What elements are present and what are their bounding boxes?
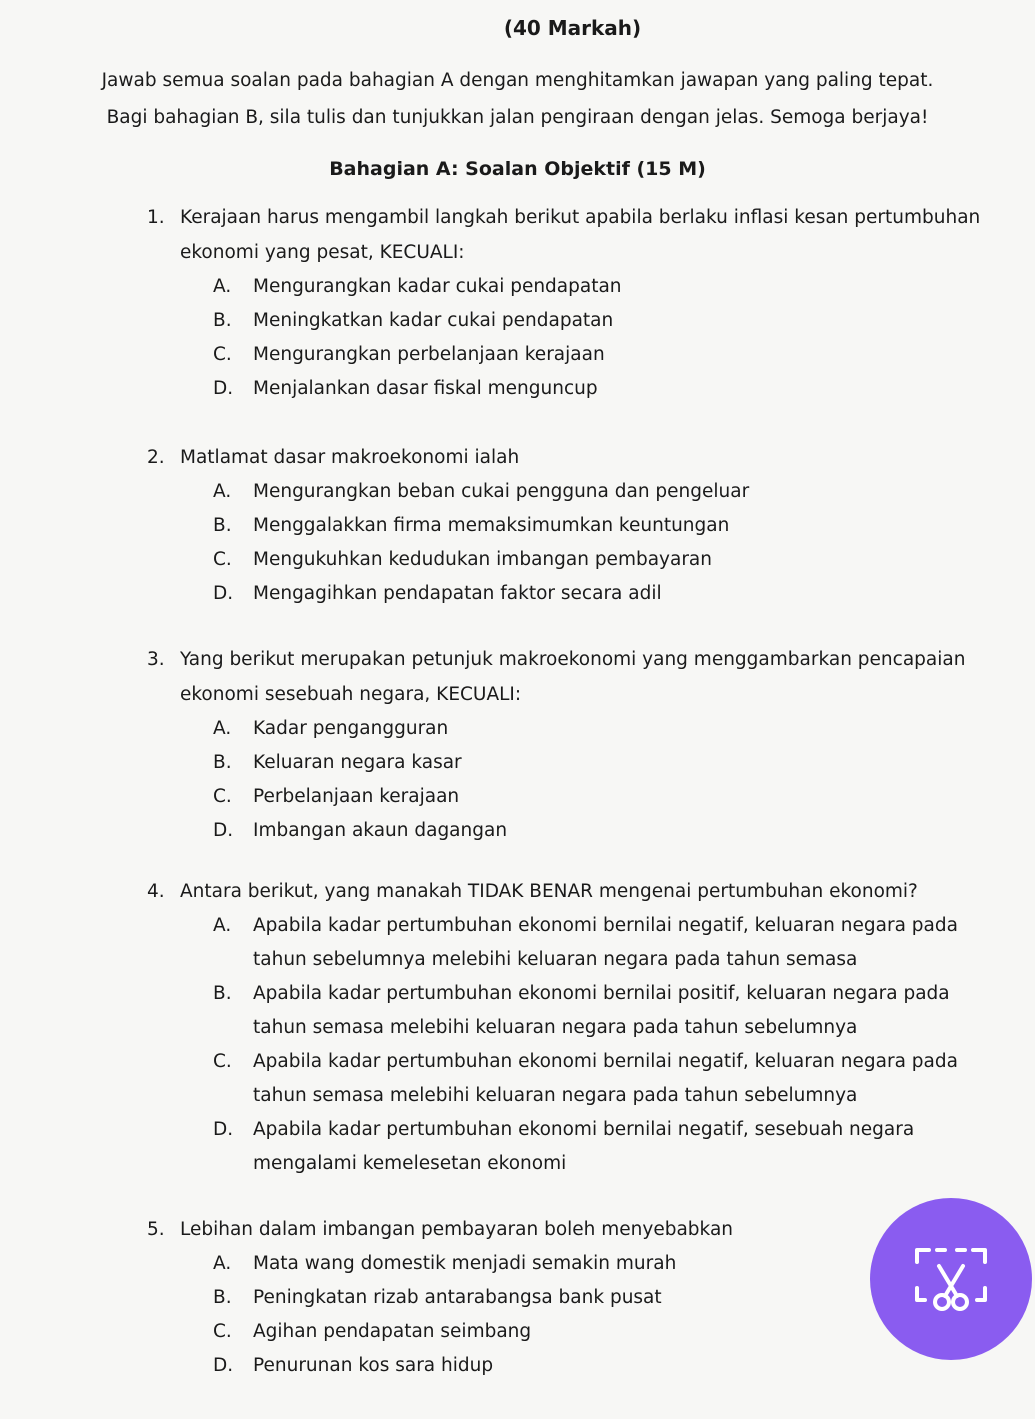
option-text: Menggalakkan firma memaksimumkan keuntungan [253,515,730,536]
question-text: Kerajaan harus mengambil langkah berikut apabila berlaku inflasi kesan pertumbuhan ekonomi yang pesat, KECUALI: [180,207,981,263]
question-stem [0,440,1035,475]
option-text: Imbangan akaun dagangan [253,820,508,841]
option-d[interactable] [0,577,1035,611]
question-stem [0,874,1035,909]
option-label: D. [213,583,234,604]
question-stem [0,200,1035,270]
option-list [0,475,1035,611]
option-d[interactable] [0,1349,1035,1383]
option-label: C. [213,1051,232,1072]
option-a[interactable] [0,712,1035,746]
option-label: C. [213,786,232,807]
option-text: Meningkatkan kadar cukai pendapatan [253,310,614,331]
question-3 [0,642,1035,848]
option-label: A. [213,481,232,502]
option-text: Apabila kadar pertumbuhan ekonomi bernilai negatif, keluaran negara pada tahun semasa melebihi keluaran negara pada tahun sebelumnya [253,1051,958,1106]
option-text: Penurunan kos sara hidup [253,1355,494,1376]
option-d[interactable] [0,372,1035,406]
option-text: Mengurangkan kadar cukai pendapatan [253,276,622,297]
option-b[interactable] [0,304,1035,338]
question-text: Lebihan dalam imbangan pembayaran boleh menyebabkan [180,1219,734,1240]
option-label: B. [213,1287,232,1308]
option-c[interactable] [0,338,1035,372]
question-text: Antara berikut, yang manakah TIDAK BENAR mengenai pertumbuhan ekonomi? [180,881,918,902]
question-2 [0,440,1035,611]
question-number: 1. [147,207,165,228]
option-c[interactable] [0,1315,1035,1349]
option-text: Mengagihkan pendapatan faktor secara adil [253,583,662,604]
question-number: 3. [147,649,165,670]
marks-heading: (40 Markah) [503,16,642,40]
option-b[interactable] [0,509,1035,543]
option-a[interactable] [0,270,1035,304]
question-number: 2. [147,447,165,468]
question-4 [0,874,1035,1181]
option-text: Mengukuhkan kedudukan imbangan pembayaran [253,549,712,570]
option-list [0,909,1035,1181]
option-b[interactable] [0,977,1035,1045]
option-label: B. [213,515,232,536]
option-label: A. [213,718,232,739]
option-text: Peningkatan rizab antarabangsa bank pusat [253,1287,662,1308]
option-text: Mata wang domestik menjadi semakin murah [253,1253,677,1274]
option-text: Apabila kadar pertumbuhan ekonomi bernilai positif, keluaran negara pada tahun semasa melebihi keluaran negara pada tahun sebelumnya [253,983,950,1038]
option-d[interactable] [0,814,1035,848]
option-label: C. [213,1321,232,1342]
option-list [0,712,1035,848]
option-label: C. [213,344,232,365]
option-label: D. [213,1355,234,1376]
option-a[interactable] [0,475,1035,509]
option-label: B. [213,310,232,331]
instruction-line-2: Bagi bahagian B, sila tulis dan tunjukkan jalan pengiraan dengan jelas. Semoga berjaya! [106,107,929,128]
question-number: 5. [147,1219,165,1240]
option-text: Kadar pengangguran [253,718,449,739]
option-label: C. [213,549,232,570]
screenshot-scissors-icon [913,1244,989,1314]
screenshot-button[interactable] [870,1198,1032,1360]
option-label: D. [213,1119,234,1140]
option-b[interactable] [0,746,1035,780]
instruction-line-1: Jawab semua soalan pada bahagian A dengan menghitamkan jawapan yang paling tepat. [101,70,934,91]
option-label: A. [213,276,232,297]
option-label: D. [213,378,234,399]
option-text: Menjalankan dasar fiskal menguncup [253,378,598,399]
option-text: Mengurangkan beban cukai pengguna dan pengeluar [253,481,750,502]
option-text: Perbelanjaan kerajaan [253,786,460,807]
option-c[interactable] [0,543,1035,577]
option-text: Agihan pendapatan seimbang [253,1321,532,1342]
question-stem [0,642,1035,712]
option-a[interactable] [0,909,1035,977]
option-label: A. [213,1253,232,1274]
option-c[interactable] [0,1045,1035,1113]
option-text: Apabila kadar pertumbuhan ekonomi bernilai negatif, keluaran negara pada tahun sebelumnya melebihi keluaran negara pada tahun semasa [253,915,958,970]
option-c[interactable] [0,780,1035,814]
question-text: Matlamat dasar makroekonomi ialah [180,447,520,468]
option-label: A. [213,915,232,936]
option-text: Apabila kadar pertumbuhan ekonomi bernilai negatif, sesebuah negara mengalami kemelesetan ekonomi [253,1119,915,1174]
option-label: B. [213,983,232,1004]
question-text: Yang berikut merupakan petunjuk makroekonomi yang menggambarkan pencapaian ekonomi sesebuah negara, KECUALI: [180,649,966,705]
section-title: Bahagian A: Soalan Objektif (15 M) [329,158,706,180]
option-text: Mengurangkan perbelanjaan kerajaan [253,344,605,365]
option-label: D. [213,820,234,841]
option-text: Keluaran negara kasar [253,752,462,773]
option-label: B. [213,752,232,773]
option-d[interactable] [0,1113,1035,1181]
question-number: 4. [147,881,165,902]
option-list [0,270,1035,406]
question-1 [0,200,1035,406]
